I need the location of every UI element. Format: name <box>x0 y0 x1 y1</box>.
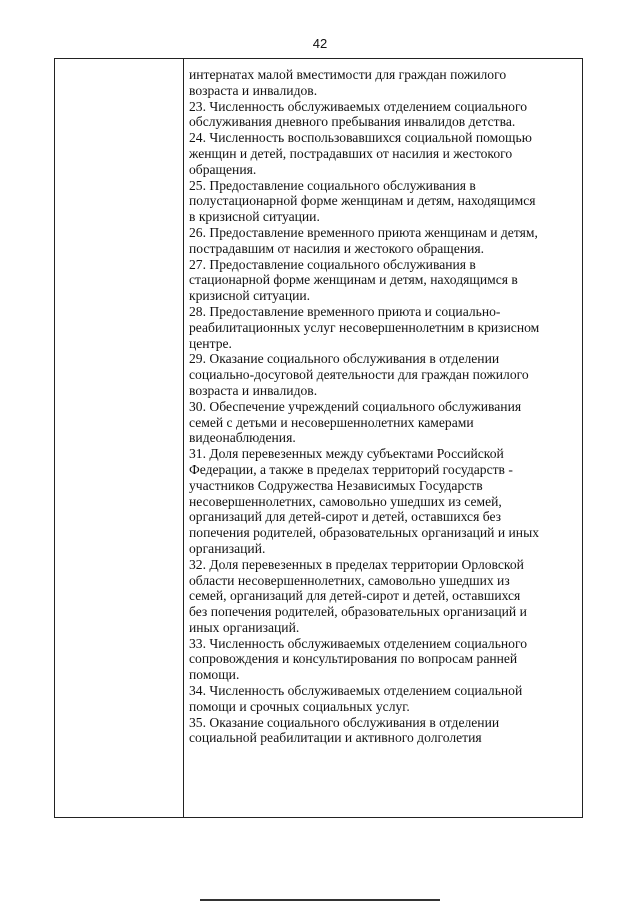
text-line: 24. Численность воспользовавшихся социальной помощью <box>189 130 532 146</box>
text-line: 26. Предоставление временного приюта женщинам и детям, <box>189 224 538 240</box>
text-line: семей, организаций для детей-сирот и детей, оставшихся <box>189 588 521 604</box>
text-line: семей с детьми и несовершеннолетних камерами <box>189 414 474 430</box>
text-line: без попечения родителей, образовательных организаций и <box>189 604 527 620</box>
text-line: видеонаблюдения. <box>189 430 296 446</box>
text-line: Федерации, а также в пределах территорий государств - <box>189 461 513 477</box>
text-line: области несовершеннолетних, самовольно ушедших из <box>189 572 510 588</box>
table-left-column <box>55 59 184 817</box>
text-line: социальной реабилитации и активного долголетия <box>189 730 482 746</box>
text-line: помощи и срочных социальных услуг. <box>189 698 410 714</box>
text-line: сопровождения и консультирования по вопросам ранней <box>189 651 518 667</box>
text-line: несовершеннолетних, самовольно ушедших из семей, <box>189 493 502 509</box>
text-line: 25. Предоставление социального обслуживания в <box>189 177 476 193</box>
text-line: 32. Доля перевезенных в пределах территории Орловской <box>189 556 524 572</box>
text-line: 33. Численность обслуживаемых отделением социального <box>189 635 528 651</box>
text-line: интернатах малой вместимости для граждан пожилого <box>189 67 507 82</box>
text-line: 34. Численность обслуживаемых отделением социальной <box>189 683 523 699</box>
text-line: социально-досуговой деятельности для граждан пожилого <box>189 367 529 383</box>
text-line: обслуживания дневного пребывания инвалидов детства. <box>189 114 516 130</box>
text-line: 35. Оказание социального обслуживания в отделении <box>189 714 500 730</box>
text-line: в кризисной ситуации. <box>189 209 320 225</box>
text-line: 28. Предоставление временного приюта и социально- <box>189 303 501 319</box>
scan-edge-mark <box>200 899 440 901</box>
text-line: обращения. <box>189 161 257 177</box>
page-number: 42 <box>312 36 328 51</box>
text-line: помощи. <box>189 667 240 683</box>
text-line: 23. Численность обслуживаемых отделением социального <box>189 98 528 114</box>
text-line: иных организаций. <box>189 619 300 635</box>
text-line: 31. Доля перевезенных между субъектами Российской <box>189 446 504 462</box>
text-line: возраста и инвалидов. <box>189 82 318 98</box>
text-line: полустационарной форме женщинам и детям, находящимся <box>189 193 536 209</box>
text-line: участников Содружества Независимых Государств <box>189 477 483 493</box>
text-line: 30. Обеспечение учреждений социального обслуживания <box>189 398 522 414</box>
text-line: организаций. <box>189 540 266 556</box>
text-line: организаций для детей-сирот и детей, оставшихся без <box>189 509 502 525</box>
text-line: попечения родителей, образовательных организаций и иных <box>189 525 540 541</box>
text-line: 27. Предоставление социального обслуживания в <box>189 256 476 272</box>
document-table <box>54 58 583 818</box>
text-line: возраста и инвалидов. <box>189 382 318 398</box>
text-line: центре. <box>189 335 232 351</box>
text-line: женщин и детей, пострадавших от насилия и жестокого <box>189 145 513 161</box>
text-line: кризисной ситуации. <box>189 288 311 304</box>
table-right-column <box>184 59 582 817</box>
text-line: стационарной форме женщинам и детям, находящимся в <box>189 272 518 288</box>
text-line: реабилитационных услуг несовершеннолетним в кризисном <box>189 319 540 335</box>
text-line: 29. Оказание социального обслуживания в отделении <box>189 351 500 367</box>
text-line: пострадавшим от насилия и жестокого обращения. <box>189 240 485 256</box>
